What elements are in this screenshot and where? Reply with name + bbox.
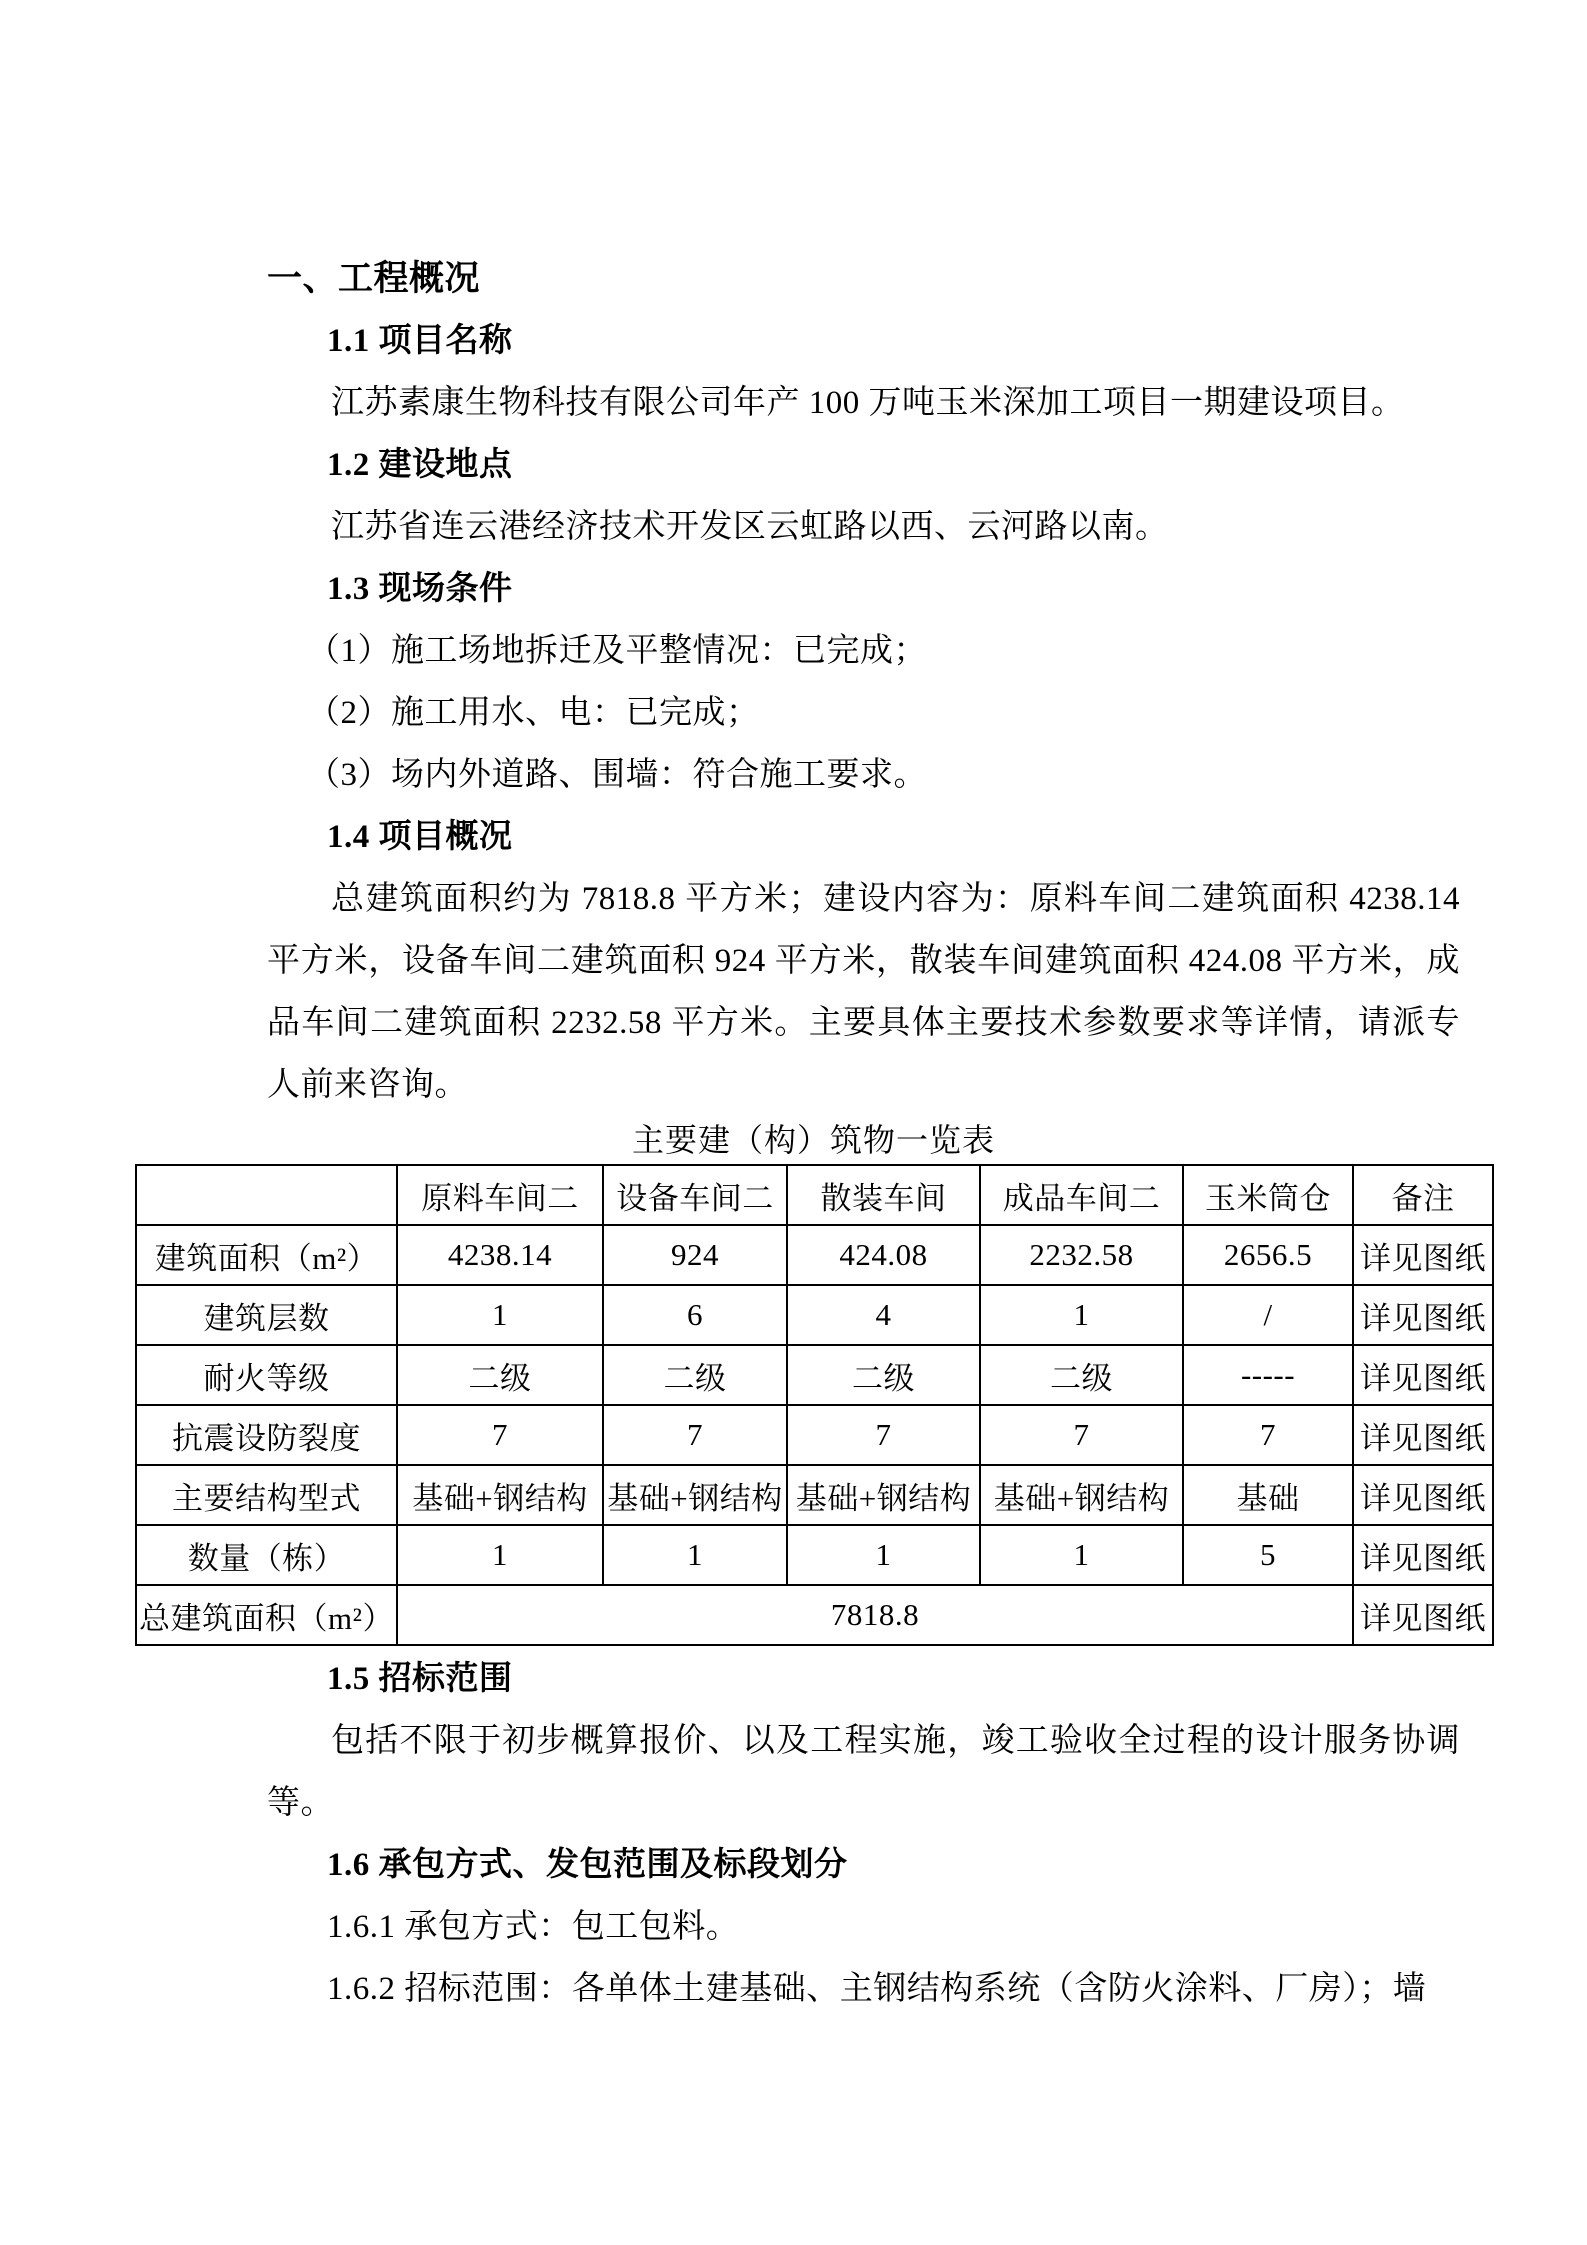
- section-1-1-heading: 1.1 项目名称: [327, 323, 513, 359]
- table-cell: 详见图纸: [1353, 1405, 1493, 1465]
- section-1-5-body: 包括不限于初步概算报价、以及工程实施，竣工验收全过程的设计服务协调等。: [267, 1723, 1460, 1821]
- table-total-value: 7818.8: [397, 1585, 1353, 1645]
- table-cell: 二级: [787, 1345, 980, 1405]
- table-cell: 4238.14: [397, 1225, 603, 1285]
- table-cell: 基础+钢结构: [397, 1465, 603, 1525]
- table-cell: 详见图纸: [1353, 1285, 1493, 1345]
- table-total-row: [136, 1585, 1493, 1645]
- table-row: [136, 1525, 1493, 1585]
- table-cell: 1: [603, 1525, 787, 1585]
- table-cell: 二级: [397, 1345, 603, 1405]
- table-cell: 6: [603, 1285, 787, 1345]
- site-condition-item-3: （3）场内外道路、围墙：符合施工要求。: [307, 757, 927, 793]
- site-condition-item-2: （2）施工用水、电：已完成；: [307, 695, 760, 731]
- table-cell: 详见图纸: [1353, 1465, 1493, 1525]
- table-header-cell: 备注: [1353, 1165, 1493, 1225]
- section-1-3-heading: 1.3 现场条件: [327, 571, 513, 607]
- table-row-label: 建筑层数: [136, 1285, 397, 1345]
- table-cell: 详见图纸: [1353, 1525, 1493, 1585]
- table-row-label: 建筑面积（m²）: [136, 1225, 397, 1285]
- table-cell: 二级: [603, 1345, 787, 1405]
- table-cell: 7: [603, 1405, 787, 1465]
- table-cell: 基础+钢结构: [787, 1465, 980, 1525]
- table-cell: 1: [980, 1285, 1183, 1345]
- buildings-table: [135, 1164, 1494, 1646]
- section-1-2-heading: 1.2 建设地点: [327, 447, 513, 483]
- table-cell: 2656.5: [1183, 1225, 1353, 1285]
- table-cell: 7: [787, 1405, 980, 1465]
- section-1-4-heading: 1.4 项目概况: [327, 819, 513, 855]
- table-cell: 1: [980, 1525, 1183, 1585]
- table-cell: /: [1183, 1285, 1353, 1345]
- table-row: [136, 1345, 1493, 1405]
- section-1-6-heading: 1.6 承包方式、发包范围及标段划分: [327, 1847, 848, 1883]
- table-cell: 7: [980, 1405, 1183, 1465]
- table-row-label: 总建筑面积（m²）: [136, 1585, 397, 1645]
- table-caption: 主要建（构）筑物一览表: [631, 1122, 995, 1158]
- section-1-1-body: 江苏素康生物科技有限公司年产 100 万吨玉米深加工项目一期建设项目。: [331, 385, 1405, 421]
- table-row: [136, 1225, 1493, 1285]
- table-row: [136, 1285, 1493, 1345]
- table-cell: 924: [603, 1225, 787, 1285]
- section-1-5-heading: 1.5 招标范围: [327, 1661, 513, 1697]
- table-row-label: 主要结构型式: [136, 1465, 397, 1525]
- table-cell: 4: [787, 1285, 980, 1345]
- table-header-cell: 原料车间二: [397, 1165, 603, 1225]
- table-cell: 7: [1183, 1405, 1353, 1465]
- table-header-row: [136, 1165, 1493, 1225]
- table-header-cell: 设备车间二: [603, 1165, 787, 1225]
- table-cell: 详见图纸: [1353, 1225, 1493, 1285]
- table-cell: 5: [1183, 1525, 1353, 1585]
- table-cell: 二级: [980, 1345, 1183, 1405]
- section-1-6-2-body: 1.6.2 招标范围：各单体土建基础、主钢结构系统（含防火涂料、厂房）；墙: [327, 1971, 1427, 2007]
- table-row: [136, 1465, 1493, 1525]
- table-row-label: 数量（栋）: [136, 1525, 397, 1585]
- table-header-cell: 散装车间: [787, 1165, 980, 1225]
- table-cell: 7: [397, 1405, 603, 1465]
- table-header-cell: 玉米筒仓: [1183, 1165, 1353, 1225]
- table-cell: 基础+钢结构: [603, 1465, 787, 1525]
- section-top-text: [267, 248, 1460, 1116]
- table-total-body: [136, 1585, 1493, 1645]
- table-cell: 1: [397, 1285, 603, 1345]
- table-cell: 基础: [1183, 1465, 1353, 1525]
- table-cell: 详见图纸: [1353, 1345, 1493, 1405]
- table-cell: 2232.58: [980, 1225, 1183, 1285]
- section-1-4-body: 总建筑面积约为 7818.8 平方米；建设内容为：原料车间二建筑面积 4238.14 平方米，设备车间二建筑面积 924 平方米，散装车间建筑面积 424.08 平方米，成品车间二建筑面积 2232.58 平方米。主要具体主要技术参数要求等详情，请派专人前来咨询。: [267, 881, 1460, 1103]
- table-cell-note: 详见图纸: [1353, 1585, 1493, 1645]
- table-row-label: 抗震设防裂度: [136, 1405, 397, 1465]
- table-corner-cell: [136, 1165, 397, 1225]
- chapter-heading: 一、工程概况: [267, 259, 481, 298]
- section-bottom-text: [267, 1648, 1460, 2020]
- table-main-body: [136, 1165, 1493, 1585]
- site-condition-item-1: （1）施工场地拆迁及平整情况：已完成；: [307, 633, 927, 669]
- table-row: [136, 1405, 1493, 1465]
- table-cell: 1: [397, 1525, 603, 1585]
- section-1-2-body: 江苏省连云港经济技术开发区云虹路以西、云河路以南。: [331, 509, 1169, 545]
- table-cell: 1: [787, 1525, 980, 1585]
- table-cell: 基础+钢结构: [980, 1465, 1183, 1525]
- section-1-6-1-body: 1.6.1 承包方式：包工包料。: [327, 1909, 740, 1945]
- table-row-label: 耐火等级: [136, 1345, 397, 1405]
- table-header-cell: 成品车间二: [980, 1165, 1183, 1225]
- table-cell: -----: [1183, 1345, 1353, 1405]
- table-cell: 424.08: [787, 1225, 980, 1285]
